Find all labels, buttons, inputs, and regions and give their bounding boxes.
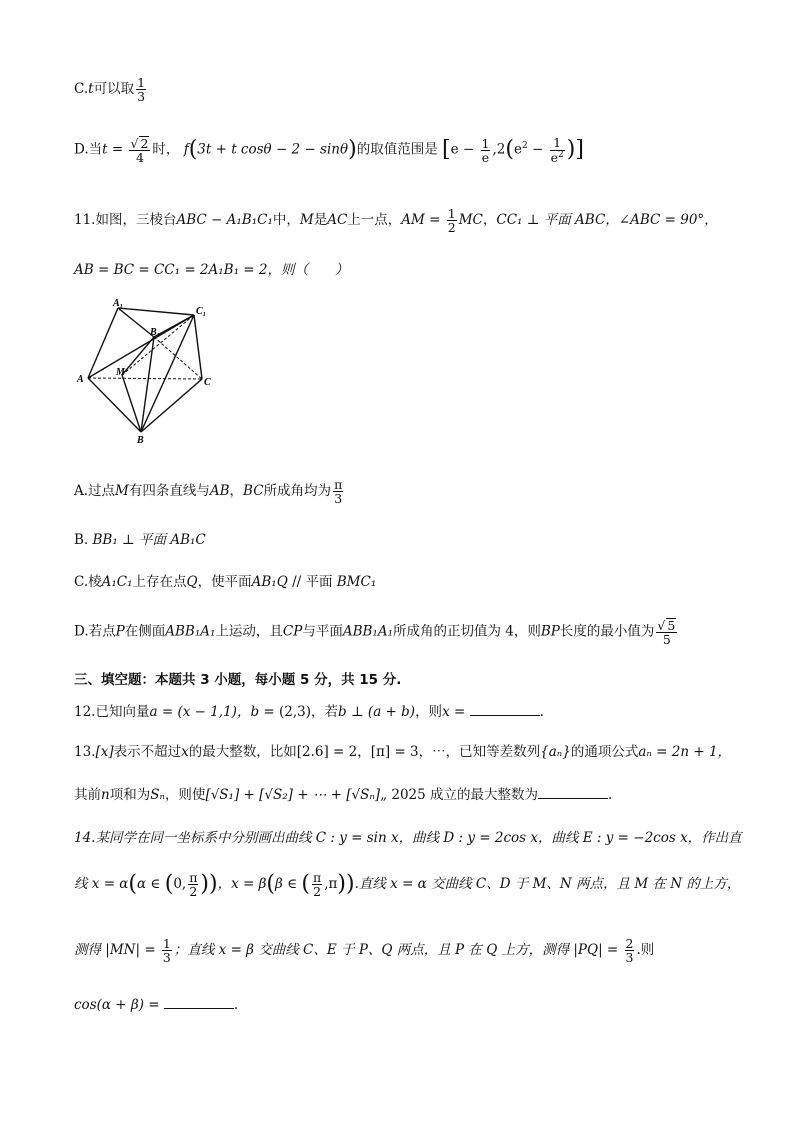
answer-blank[interactable] bbox=[470, 703, 540, 716]
edge-b1-c-hidden bbox=[154, 337, 202, 379]
q11-option-a: A.过点M有四条直线与AB，BC所成角均为 $\frac{\pi}{3}$ bbox=[74, 477, 343, 507]
q10-option-c: C.t可以取 $\frac{1}{3}$ bbox=[74, 75, 146, 105]
edge-a1-c1 bbox=[118, 308, 194, 315]
fraction: $\frac{1}{3}$ bbox=[137, 75, 146, 105]
answer-blank[interactable] bbox=[538, 786, 608, 799]
label-a: A bbox=[77, 374, 84, 385]
edge-m-b bbox=[122, 375, 141, 432]
label-c1: C₁ bbox=[196, 306, 207, 317]
q13-line1: 13.[x]表示不超过x的最大整数，比如[2.6] = 2，[π] = 3，⋯，已知等差数列{aₙ}的通项公式aₙ = 2n + 1， bbox=[74, 744, 732, 760]
q11-option-b: B. BB₁ ⊥ 平面 AB₁C bbox=[74, 532, 206, 548]
edge-a1-a bbox=[88, 308, 118, 378]
edge-c1-c bbox=[194, 315, 202, 379]
q14-line2: 线 x = α(α ∈ (0, $\frac{\pi}{2}$ ))，x = β(β ∈ ( $\frac{\pi}{2}$ ,π)).直线 x = α 交曲线 C、D 于 M、N 两点，且 M 在 N 的上方， bbox=[74, 870, 741, 900]
q11-option-d: D.若点P在侧面ABB₁A₁上运动，且CP与平面ABB₁A₁所成角的正切值为 4，则BP长度的最小值为 $\frac{√ 5}{5}$ bbox=[74, 618, 676, 648]
fraction: $\frac{√ 2}{4}$ bbox=[130, 136, 149, 166]
label-a1: A₁ bbox=[113, 298, 124, 309]
label-c: C bbox=[204, 377, 211, 388]
label-m: M bbox=[116, 367, 125, 378]
edge-m-c1-hidden bbox=[122, 315, 194, 375]
label-b1: B₁ bbox=[150, 327, 161, 338]
q11-option-c: C.棱A₁C₁上存在点Q，使平面AB₁Q // 平面 BMC₁ bbox=[74, 574, 377, 590]
q13-line2: 其前n项和为Sₙ，则使[√S₁] + [√S₂] + ⋯ + [√Sₙ]„ 2025 成立的最大整数为 . bbox=[74, 787, 613, 803]
label-b: B bbox=[137, 435, 144, 445]
edge-a1-b1 bbox=[118, 308, 154, 337]
edge-a-c-hidden bbox=[88, 378, 202, 379]
edge-a-b bbox=[88, 378, 141, 432]
q10-option-d: D.当t = $\frac{√ 2}{4}$ 时， f(3t + t cosθ − 2 − sinθ)的取值范围是 [e − $\frac{1}{e}$ $,2(e^2$ − $\frac{1}{e^2}$ )] bbox=[74, 135, 584, 166]
section-3-title: 三、填空题：本题共 3 小题，每小题 5 分，共 15 分. bbox=[74, 672, 402, 688]
frustum-figure bbox=[74, 295, 224, 445]
q14-line4: cos(α + β) = . bbox=[74, 997, 239, 1013]
q14-line1: 14.某同学在同一坐标系中分别画出曲线 C : y = sin x，曲线 D : y = 2cos x，曲线 E : y = −2cos x，作出直 bbox=[74, 830, 742, 846]
answer-blank[interactable] bbox=[164, 996, 234, 1009]
q12: 12.已知向量a = (x − 1,1)，b = (2,3)，若b ⊥ (a + b)，则x = . bbox=[74, 704, 544, 720]
edge-c-b bbox=[141, 379, 202, 432]
q14-line3: 测得 |MN| = $\frac{1}{3}$ ；直线 x = β 交曲线 C、E 于 P、Q 两点，且 P 在 Q 上方，测得 |PQ| = $\frac{2}{3}$ .则 bbox=[74, 936, 655, 966]
q11-line1: 11.如图，三棱台ABC − A₁B₁C₁中，M是AC上一点，AM = $\frac{1}{2}$ MC，CC₁ ⊥ 平面 ABC，∠ABC = 90°， bbox=[74, 206, 718, 236]
q11-line2: AB = BC = CC₁ = 2A₁B₁ = 2，则（ ） bbox=[74, 262, 349, 278]
